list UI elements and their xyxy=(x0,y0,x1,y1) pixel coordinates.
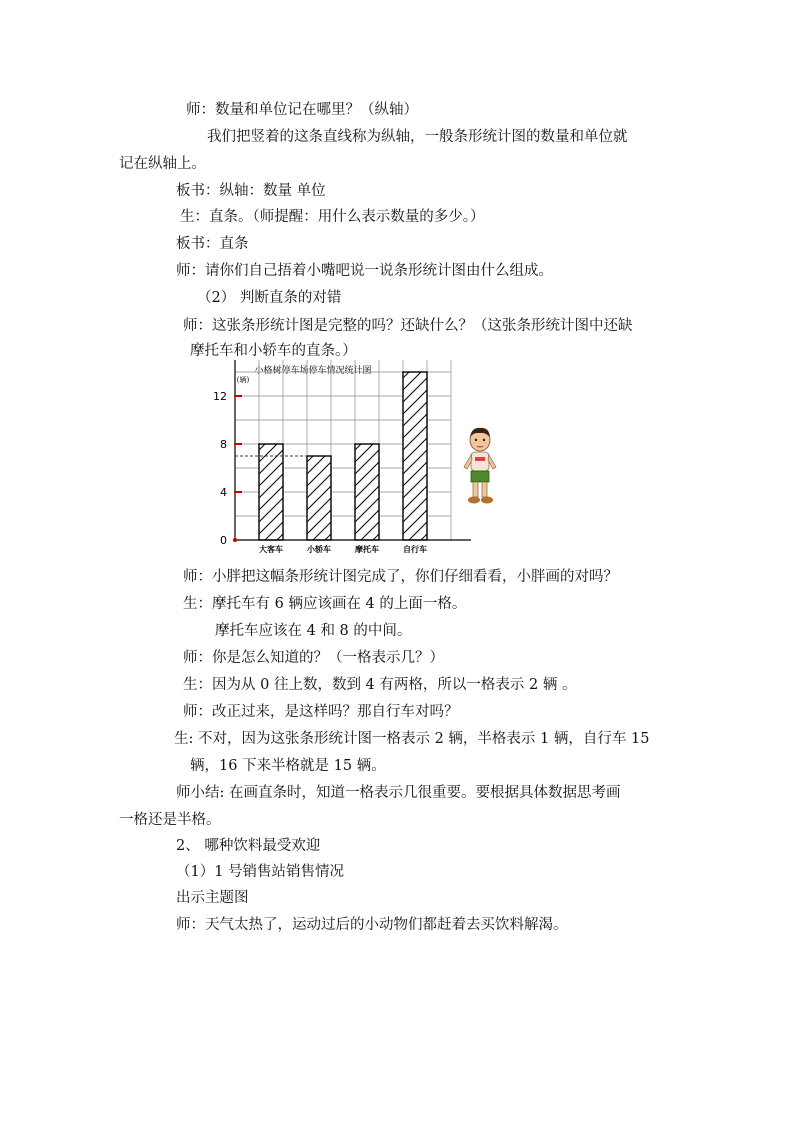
text-line: 师：你是怎么知道的？（一格表示几？） xyxy=(183,650,444,666)
text-line: 师：小胖把这幅条形统计图完成了，你们仔细看看，小胖画的对吗？ xyxy=(183,569,618,585)
text-line: 师：数量和单位记在哪里？（纵轴） xyxy=(186,102,418,118)
x-tick-label: 自行车 xyxy=(403,544,427,554)
x-tick-label: 小轿车 xyxy=(307,544,331,554)
bar xyxy=(403,372,427,540)
text-line: 生：直条。（师提醒：用什么表示数量的多少。） xyxy=(180,209,485,225)
y-tick-label: 8 xyxy=(220,438,227,451)
text-line: 辆，16 下来半格就是 15 辆。 xyxy=(190,758,386,774)
bar-chart xyxy=(205,360,475,558)
origin-dot xyxy=(233,538,237,542)
y-tick-label: 12 xyxy=(213,390,227,403)
text-line: 师：请你们自己捂着小嘴吧说一说条形统计图由什么组成。 xyxy=(176,263,553,279)
text-line: 一格还是半格。 xyxy=(119,812,221,828)
bar xyxy=(307,456,331,540)
text-line: 师：改正过来，是这样吗？那自行车对吗？ xyxy=(183,704,459,720)
text-line: （1）1 号销售站销售情况 xyxy=(176,864,345,880)
text-line: 师小结: 在画直条时，知道一格表示几很重要。要根据具体数据思考画 xyxy=(176,785,621,801)
text-line: 出示主题图 xyxy=(176,890,249,906)
text-line: 板书：直条 xyxy=(176,236,249,252)
text-line: 生：摩托车有 6 辆应该画在 4 的上面一格。 xyxy=(183,596,467,612)
bar xyxy=(259,444,283,540)
text-line: 师：天气太热了，运动过后的小动物们都赶着去买饮料解渴。 xyxy=(176,917,568,933)
text-line: 生: 不对，因为这张条形统计图一格表示 2 辆，半格表示 1 辆，自行车 15 xyxy=(174,731,650,747)
text-line: 摩托车和小轿车的直条。） xyxy=(190,343,357,359)
text-line: 记在纵轴上。 xyxy=(119,156,206,172)
chart-title: 小格树停车场停车情况统计图 xyxy=(254,366,372,376)
x-tick-label: 大客车 xyxy=(259,544,283,554)
y-axis-unit: (辆) xyxy=(236,376,250,384)
y-tick-label: 4 xyxy=(220,486,227,499)
text-line: 板书：纵轴：数量 单位 xyxy=(176,183,326,199)
text-line: 摩托车应该在 4 和 8 的中间。 xyxy=(215,623,412,639)
bar xyxy=(355,444,379,540)
text-line: 生：因为从 0 往上数，数到 4 有两格，所以一格表示 2 辆 。 xyxy=(183,677,577,693)
text-line: 我们把竖着的这条直线称为纵轴，一般条形统计图的数量和单位就 xyxy=(207,129,628,145)
section-heading: （2） 判断直条的对错 xyxy=(197,290,342,306)
section-heading: 2、 哪种饮料最受欢迎 xyxy=(176,838,321,854)
y-tick-label: 0 xyxy=(220,534,227,547)
text-line: 师：这张条形统计图是完整的吗？还缺什么？（这张条形统计图中还缺 xyxy=(183,318,633,334)
boy-illustration xyxy=(458,425,502,511)
x-tick-label: 摩托车 xyxy=(355,544,379,554)
